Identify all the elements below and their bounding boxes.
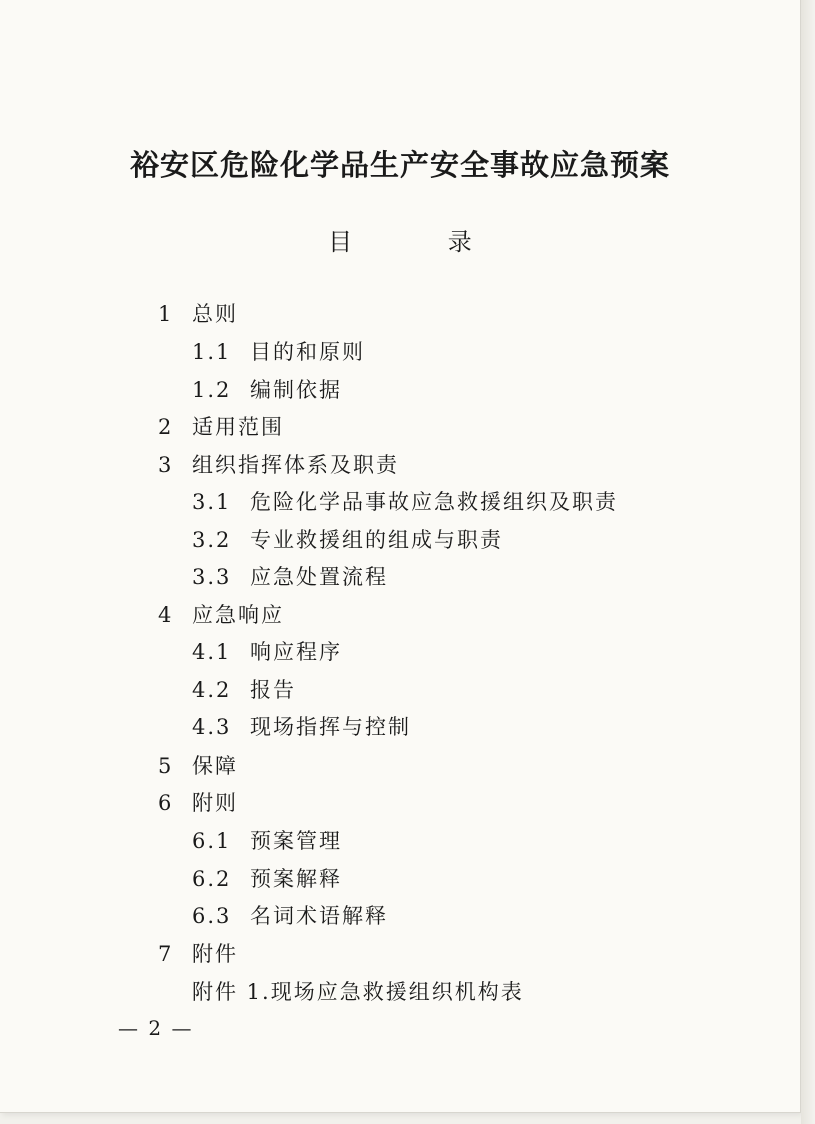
toc-entry-text: 专业救援组的组成与职责 xyxy=(250,528,503,552)
toc-entry-6 xyxy=(158,793,238,814)
toc-entry-number: 6.1 xyxy=(192,829,232,853)
toc-entry-text: 附件 xyxy=(192,942,238,966)
document-title: 裕安区危险化学品生产安全事故应急预案 xyxy=(129,148,670,182)
scan-edge xyxy=(801,0,815,1124)
toc-entry-number: 1.1 xyxy=(192,340,232,364)
toc-entry-number: 6 xyxy=(158,791,174,815)
toc-entry-text: 响应程序 xyxy=(250,640,342,664)
toc-entry-number: 3.2 xyxy=(192,528,232,552)
toc-entry-text: 附件 1.现场应急救援组织机构表 xyxy=(192,980,524,1004)
toc-entry-text: 应急处置流程 xyxy=(250,565,388,589)
toc-entry-5 xyxy=(158,756,238,777)
toc-entry-text: 危险化学品事故应急救援组织及职责 xyxy=(250,490,618,514)
toc-entry-1-1 xyxy=(192,342,365,363)
toc-entry-2 xyxy=(158,417,284,438)
toc-entry-3-1 xyxy=(192,492,618,513)
toc-entry-3 xyxy=(158,455,399,476)
toc-entry-4-1 xyxy=(192,642,342,663)
toc-entry-number: 5 xyxy=(158,754,174,778)
toc-entry-text: 目的和原则 xyxy=(250,340,365,364)
toc-entry-number: 6.2 xyxy=(192,867,232,891)
toc-entry-number: 4.3 xyxy=(192,715,232,739)
toc-entry-text: 应急响应 xyxy=(192,603,284,627)
toc-entry-number: 3 xyxy=(158,453,174,477)
toc-entry-text: 报告 xyxy=(250,678,296,702)
toc-entry-3-3 xyxy=(192,567,388,588)
toc-entry-text: 现场指挥与控制 xyxy=(250,715,411,739)
toc-entry-1-2 xyxy=(192,380,342,401)
toc-entry-7 xyxy=(158,944,238,965)
toc-entry-text: 附则 xyxy=(192,791,238,815)
toc-entry-4-2 xyxy=(192,680,296,701)
toc-entry-6-3 xyxy=(192,906,388,927)
toc-entry-number: 4.1 xyxy=(192,640,232,664)
toc-entry-number: 4 xyxy=(158,603,174,627)
toc-entry-number: 1.2 xyxy=(192,378,232,402)
toc-entry-number: 7 xyxy=(158,942,174,966)
toc-entry-6-2 xyxy=(192,869,342,890)
toc-entry-number: 1 xyxy=(158,302,174,326)
toc-entry-4 xyxy=(158,605,284,626)
toc-entry-text: 编制依据 xyxy=(250,378,342,402)
toc-entry-text: 预案管理 xyxy=(250,829,342,853)
toc-entry-number: 3.1 xyxy=(192,490,232,514)
toc-entry-6-1 xyxy=(192,831,342,852)
toc-entry-text: 预案解释 xyxy=(250,867,342,891)
toc-entry-text: 总则 xyxy=(192,302,238,326)
page-number: — 2 — xyxy=(118,1016,194,1040)
toc-entry-3-2 xyxy=(192,530,503,551)
toc-entry-text: 组织指挥体系及职责 xyxy=(192,453,399,477)
toc-entry-number: 4.2 xyxy=(192,678,232,702)
toc-entry-1 xyxy=(158,304,238,325)
toc-entry-text: 适用范围 xyxy=(192,415,284,439)
toc-entry-number: 3.3 xyxy=(192,565,232,589)
toc-entry-attachment-1 xyxy=(192,982,524,1003)
toc-entry-4-3 xyxy=(192,717,411,738)
toc-heading: 目 录 xyxy=(328,228,516,256)
toc-entry-text: 名词术语解释 xyxy=(250,904,388,928)
toc-entry-text: 保障 xyxy=(192,754,238,778)
toc-entry-number: 6.3 xyxy=(192,904,232,928)
toc-entry-number: 2 xyxy=(158,415,174,439)
